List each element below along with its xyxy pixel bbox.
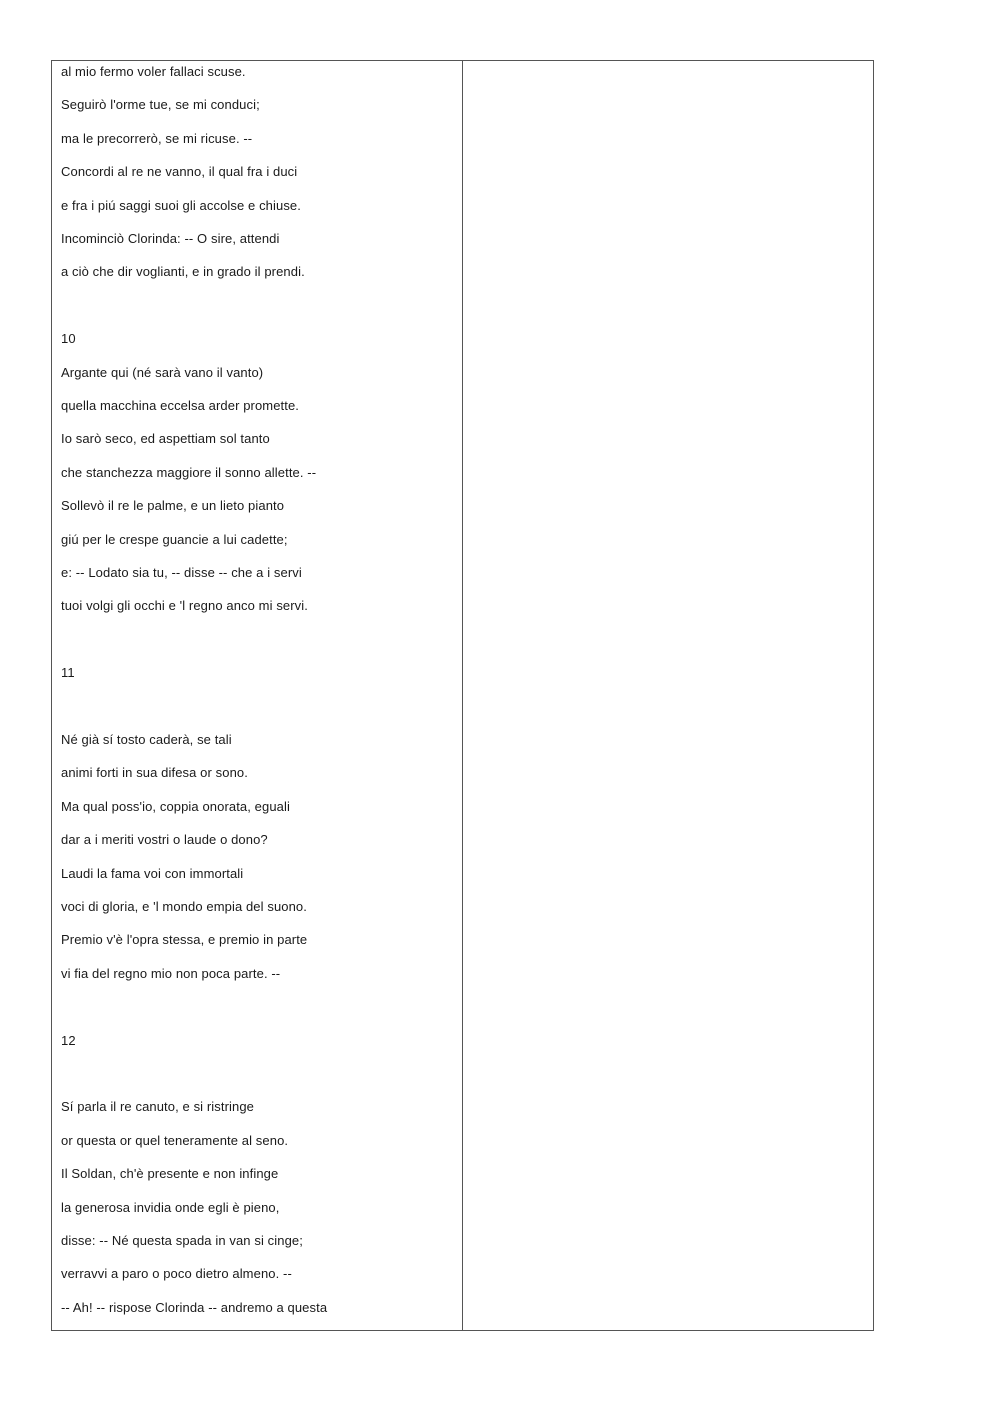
verse-line: Io sarò seco, ed aspettiam sol tanto xyxy=(61,431,270,447)
verse-line: Il Soldan, ch'è presente e non infinge xyxy=(61,1166,279,1182)
verse-line: dar a i meriti vostri o laude o dono? xyxy=(61,832,268,848)
verse-line: Sollevò il re le palme, e un lieto pianto xyxy=(61,498,285,514)
left-text-column xyxy=(52,61,463,1330)
verse-line: che stanchezza maggiore il sonno allette. -- xyxy=(61,464,317,480)
verse-line: e: -- Lodato sia tu, -- disse -- che a i servi xyxy=(61,565,302,580)
verse-line: a ciò che dir voglianti, e in grado il prendi. xyxy=(61,264,305,280)
verse-line: disse: -- Né questa spada in van si cinge; xyxy=(61,1233,303,1248)
verse-line: al mio fermo voler fallaci scuse. xyxy=(61,64,246,79)
verse-line: ma le precorrerò, se mi ricuse. -- xyxy=(61,130,253,146)
verse-line: e fra i piú saggi suoi gli accolse e chiuse. xyxy=(61,197,301,213)
verse-line: Sí parla il re canuto, e si ristringe xyxy=(61,1099,255,1115)
verse-line: Seguirò l'orme tue, se mi conduci; xyxy=(61,97,260,113)
verse-line: animi forti in sua difesa or sono. xyxy=(61,765,248,781)
verse-line: Incominciò Clorinda: -- O sire, attendi xyxy=(61,231,280,246)
verse-line: Concordi al re ne vanno, il qual fra i duci xyxy=(61,164,298,180)
verse-line: quella macchina eccelsa arder promette. xyxy=(61,398,300,413)
verse-line: Argante qui (né sarà vano il vanto) xyxy=(61,364,264,380)
right-empty-column xyxy=(463,61,873,1330)
verse-line: or questa or quel teneramente al seno. xyxy=(61,1132,289,1148)
verse-line: la generosa invidia onde egli è pieno, xyxy=(61,1199,280,1215)
verse-line: Né già sí tosto caderà, se tali xyxy=(61,732,232,747)
document-table xyxy=(51,60,874,1331)
stanza-number: 11 xyxy=(61,665,75,681)
stanza-number: 10 xyxy=(61,331,76,347)
verse-line: tuoi volgi gli occhi e 'l regno anco mi servi. xyxy=(61,598,308,614)
verse-line: giú per le crespe guancie a lui cadette; xyxy=(61,531,288,547)
verse-line: verravvi a paro o poco dietro almeno. -- xyxy=(61,1266,292,1282)
stanza-number: 12 xyxy=(61,1032,76,1048)
verse-line: Premio v'è l'opra stessa, e premio in parte xyxy=(61,932,308,948)
verse-line: voci di gloria, e 'l mondo empia del suono. xyxy=(61,899,307,914)
verse-line: Laudi la fama voi con immortali xyxy=(61,865,244,881)
verse-line: Ma qual poss'io, coppia onorata, eguali xyxy=(61,798,290,814)
verse-line: vi fia del regno mio non poca parte. -- xyxy=(61,965,281,981)
verse-line: -- Ah! -- rispose Clorinda -- andremo a questa xyxy=(61,1299,328,1315)
